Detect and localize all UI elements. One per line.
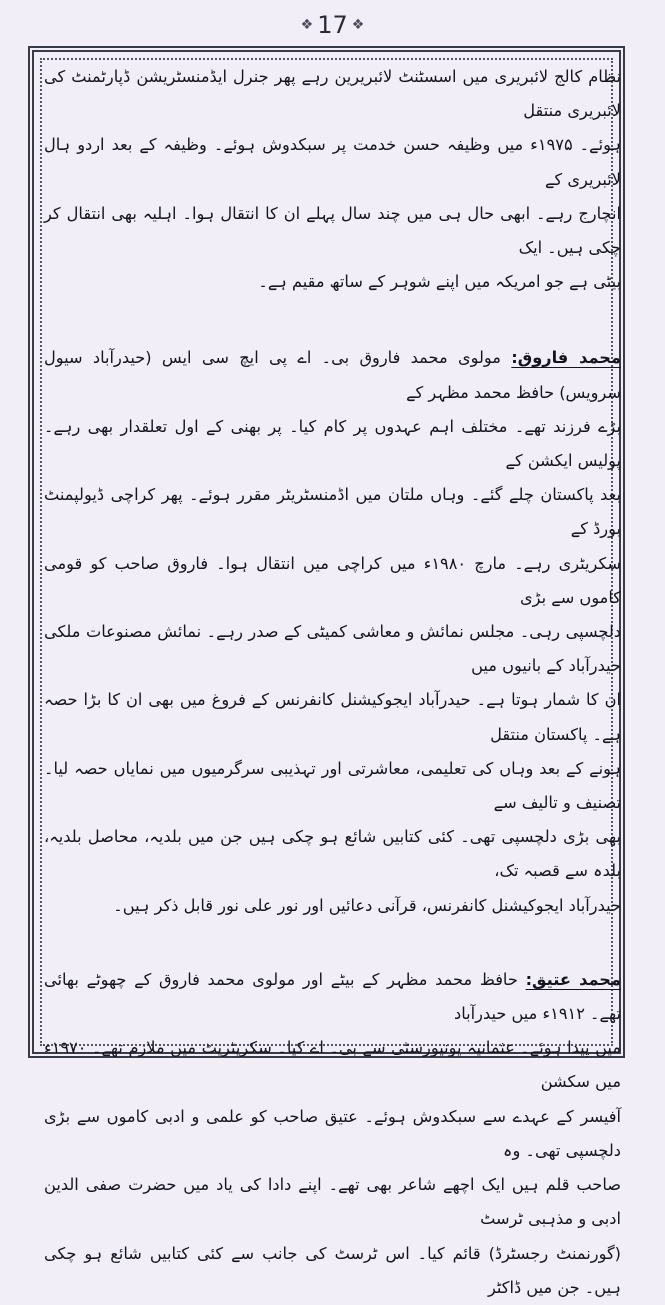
paragraph-muhammad-ateeq — [44, 963, 621, 1305]
entry-name-farooq: محمد فاروق: — [511, 348, 621, 368]
page-number: 17 — [317, 11, 348, 39]
text-line — [44, 963, 621, 1031]
paragraph-muhammad-farooq — [44, 341, 621, 922]
page-body — [40, 60, 625, 1297]
text-line: ان کا شمار ہوتا ہے۔ حیدرآباد ایجوکیشنل کانفرنس کے فروغ میں بھی ان کا بڑا حصہ ہے۔ پاکستان منتقل — [44, 690, 621, 744]
text-line: صاحب قلم ہیں ایک اچھے شاعر بھی تھے۔ اپنے دادا کی یاد میں حضرت صفی الدین ادبی و مذہبی ٹرسٹ — [44, 1175, 621, 1229]
text-line-content: مولوی محمد فاروق بی۔ اے پی ایچ سی ایس (حیدرآباد سیول سرویس) حافظ محمد مظہر کے — [44, 348, 621, 402]
text-line: حیدرآباد ایجوکیشنل کانفرنس، قرآنی دعائیں اور نور علی نور قابل ذکر ہیں۔ — [113, 895, 621, 915]
text-line: (گورنمنٹ رجسٹرڈ) قائم کیا۔ اس ٹرسٹ کی جانب سے کئی کتابیں شائع ہو چکی ہیں۔ جن میں ڈاکٹر — [44, 1243, 621, 1297]
text-line: بعد پاکستان چلے گئے۔ وہاں ملتان میں اڈمنسٹریٹر مقرر ہوئے۔ پھر کراچی ڈیولپمنٹ بورڈ کے — [44, 485, 621, 539]
entry-name-ateeq: محمد عتیق: — [525, 969, 621, 989]
text-line: بڑے فرزند تھے۔ مختلف اہم عہدوں پر کام کیا۔ پر بھنی کے اول تعلقدار بھی رہے۔ پولیس ایکشن کے — [44, 416, 621, 471]
text-line — [44, 341, 621, 409]
text-line: میں پیدا ہوئے۔ عثمانیہ یونیورسٹی سے بی۔ اے کیا۔ سکریٹریٹ میں ملازم تھے۔ ۱۹۷۰ء میں سکشن — [44, 1038, 621, 1092]
paragraph-intro — [44, 60, 621, 299]
text-line: آفیسر کے عہدے سے سبکدوش ہوئے۔ عتیق صاحب کو علمی و ادبی کاموں سے بڑی دلچسپی تھی۔ وہ — [44, 1106, 621, 1160]
ornament-left-icon: ❖ — [300, 17, 314, 33]
text-line: ہونے کے بعد وہاں کی تعلیمی، معاشرتی اور تہذیبی سرگرمیوں میں نمایاں حصہ لیا۔ تصنیف و تالیف سے — [44, 758, 621, 813]
text-line: بھی بڑی دلچسپی تھی۔ کئی کتابیں شائع ہو چکی ہیں جن میں بلدیہ، محاصل بلدیہ، بلدہ سے قصبہ تک، — [44, 827, 621, 881]
text-line: دلچسپی رہی۔ مجلس نمائش و معاشی کمیٹی کے صدر رہے۔ نمائش مصنوعات ملکی حیدرآباد کے بانیوں میں — [44, 622, 621, 676]
text-line: ہوئے۔ ۱۹۷۵ء میں وظیفہ حسن خدمت پر سبکدوش ہوئے۔ وظیفہ کے بعد اردو ہال لائبریری کے — [44, 135, 622, 189]
page-header — [0, 8, 665, 42]
ornament-right-icon: ❖ — [351, 17, 365, 33]
text-line: انچارج رہے۔ ابھی حال ہی میں چند سال پہلے ان کا انتقال ہوا۔ اہلیہ بھی انتقال کر چکی ہیں۔ ایک — [44, 203, 621, 258]
text-line: بیٹی ہے جو امریکہ میں اپنے شوہر کے ساتھ مقیم ہے۔ — [258, 272, 621, 292]
text-line-content: حافظ محمد مظہر کے بیٹے اور مولوی محمد فاروق کے چھوٹے بھائی تھے۔ ۱۹۱۲ء میں حیدرآباد — [44, 969, 621, 1024]
text-line: نظام کالج لائبریری میں اسسٹنٹ لائبریرین رہے پھر جنرل ایڈمنسٹریشن ڈپارٹمنٹ کی لائبریری منتقل — [44, 67, 621, 121]
text-line: سکریٹری رہے۔ مارچ ۱۹۸۰ء میں کراچی میں انتقال ہوا۔ فاروق صاحب کو قومی کاموں سے بڑی — [44, 553, 621, 607]
